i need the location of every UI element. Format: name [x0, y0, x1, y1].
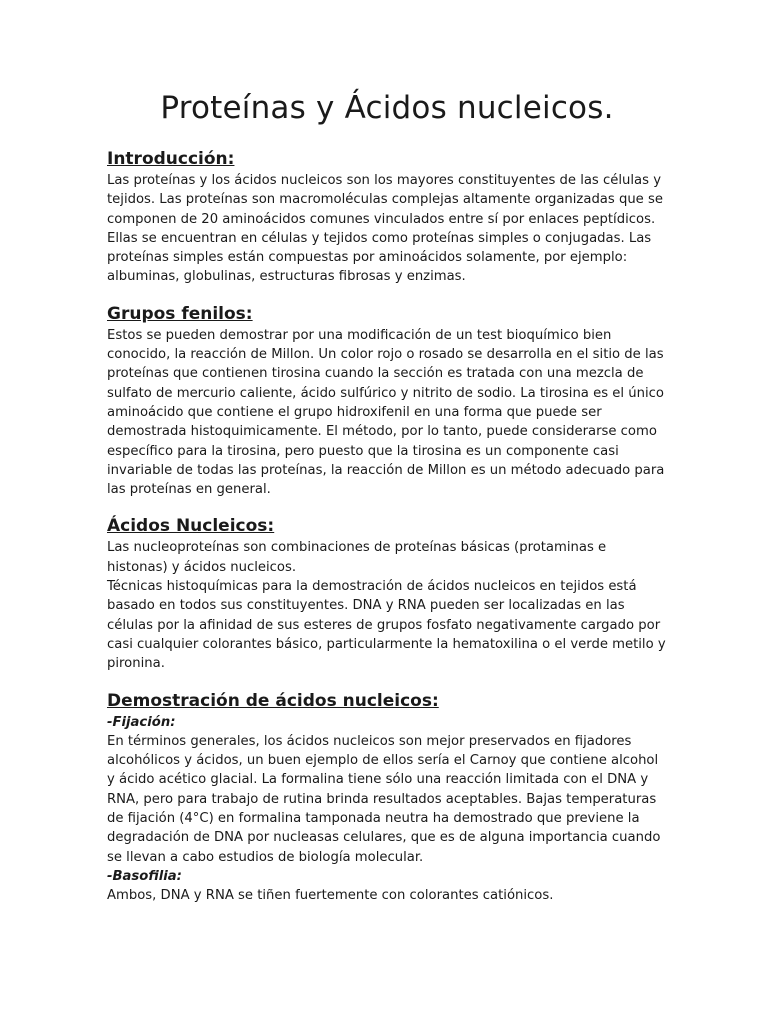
section-demostracion — [107, 690, 667, 906]
section-paragraph: Las proteínas y los ácidos nucleicos son los mayores constituyentes de las células y tejidos. Las proteínas son macromoléculas complejas altamente organizadas que se componen de 20 aminoácidos comunes vinculados entre sí por enlaces peptídicos. Ellas se encuentran en células y tejidos como proteínas simples o conjugadas. Las proteínas simples están compuestas por aminoácidos solamente, por ejemplo: albuminas, globulinas, estructuras fibrosas y enzimas. — [107, 173, 663, 285]
section-heading: Demostración de ácidos nucleicos: — [107, 690, 439, 711]
subsection-heading-basofilia: -Basofilia: — [107, 868, 182, 884]
section-grupos-fenilos — [107, 303, 667, 500]
subsection-paragraph: Ambos, DNA y RNA se tiñen fuertemente con colorantes catiónicos. — [107, 888, 554, 904]
subsection-paragraph: En términos generales, los ácidos nucleicos son mejor preservados en fijadores alcohólicos y ácidos, un buen ejemplo de ellos sería el Carnoy que contiene alcohol y ácido acético glacial. La formalina tiene sólo una reacción limitada con el DNA y RNA, pero para trabajo de rutina brinda resultados aceptables. Bajas temperaturas de fijación (4°C) en formalina tamponada neutra ha demostrado que previene la degradación de DNA por nucleasas celulares, que es de alguna importancia cuando se llevan a cabo estudios de biología molecular. — [107, 733, 661, 865]
section-paragraph: Estos se pueden demostrar por una modificación de un test bioquímico bien conocido, la reacción de Millon. Un color rojo o rosado se desarrolla en el sitio de las proteínas que contienen tirosina cuando la sección es tratada con una mezcla de sulfato de mercurio caliente, ácido sulfúrico y nitrito de sodio. La tirosina es el único aminoácido que contiene el grupo hidroxifenil en una forma que puede ser demostrada histoquimicamente. El método, por lo tanto, puede considerarse como específico para la tirosina, pero puesto que la tirosina es un componente casi invariable de todas las proteínas, la reacción de Millon es un método adecuado para las proteínas en general. — [107, 327, 665, 498]
subsection-heading-fijacion: -Fijación: — [107, 714, 176, 730]
section-acidos-nucleicos — [107, 515, 667, 673]
section-heading: Grupos fenilos: — [107, 303, 253, 324]
section-heading: Ácidos Nucleicos: — [107, 516, 275, 537]
document-page — [107, 90, 667, 906]
section-paragraph: Técnicas histoquímicas para la demostración de ácidos nucleicos en tejidos está basado en todos sus constituyentes. DNA y RNA pueden ser localizadas en las células por la afinidad de sus esteres de grupos fosfato negativamente cargado por casi cualquier colorantes básico, particularmente la hematoxilina o el verde metilo y pironina. — [107, 579, 666, 672]
section-paragraph: Las nucleoproteínas son combinaciones de proteínas básicas (protaminas e histonas) y ácidos nucleicos. — [107, 540, 607, 575]
document-title: Proteínas y Ácidos nucleicos. — [160, 90, 614, 126]
section-introduccion — [107, 148, 667, 287]
section-heading: Introducción: — [107, 149, 235, 169]
